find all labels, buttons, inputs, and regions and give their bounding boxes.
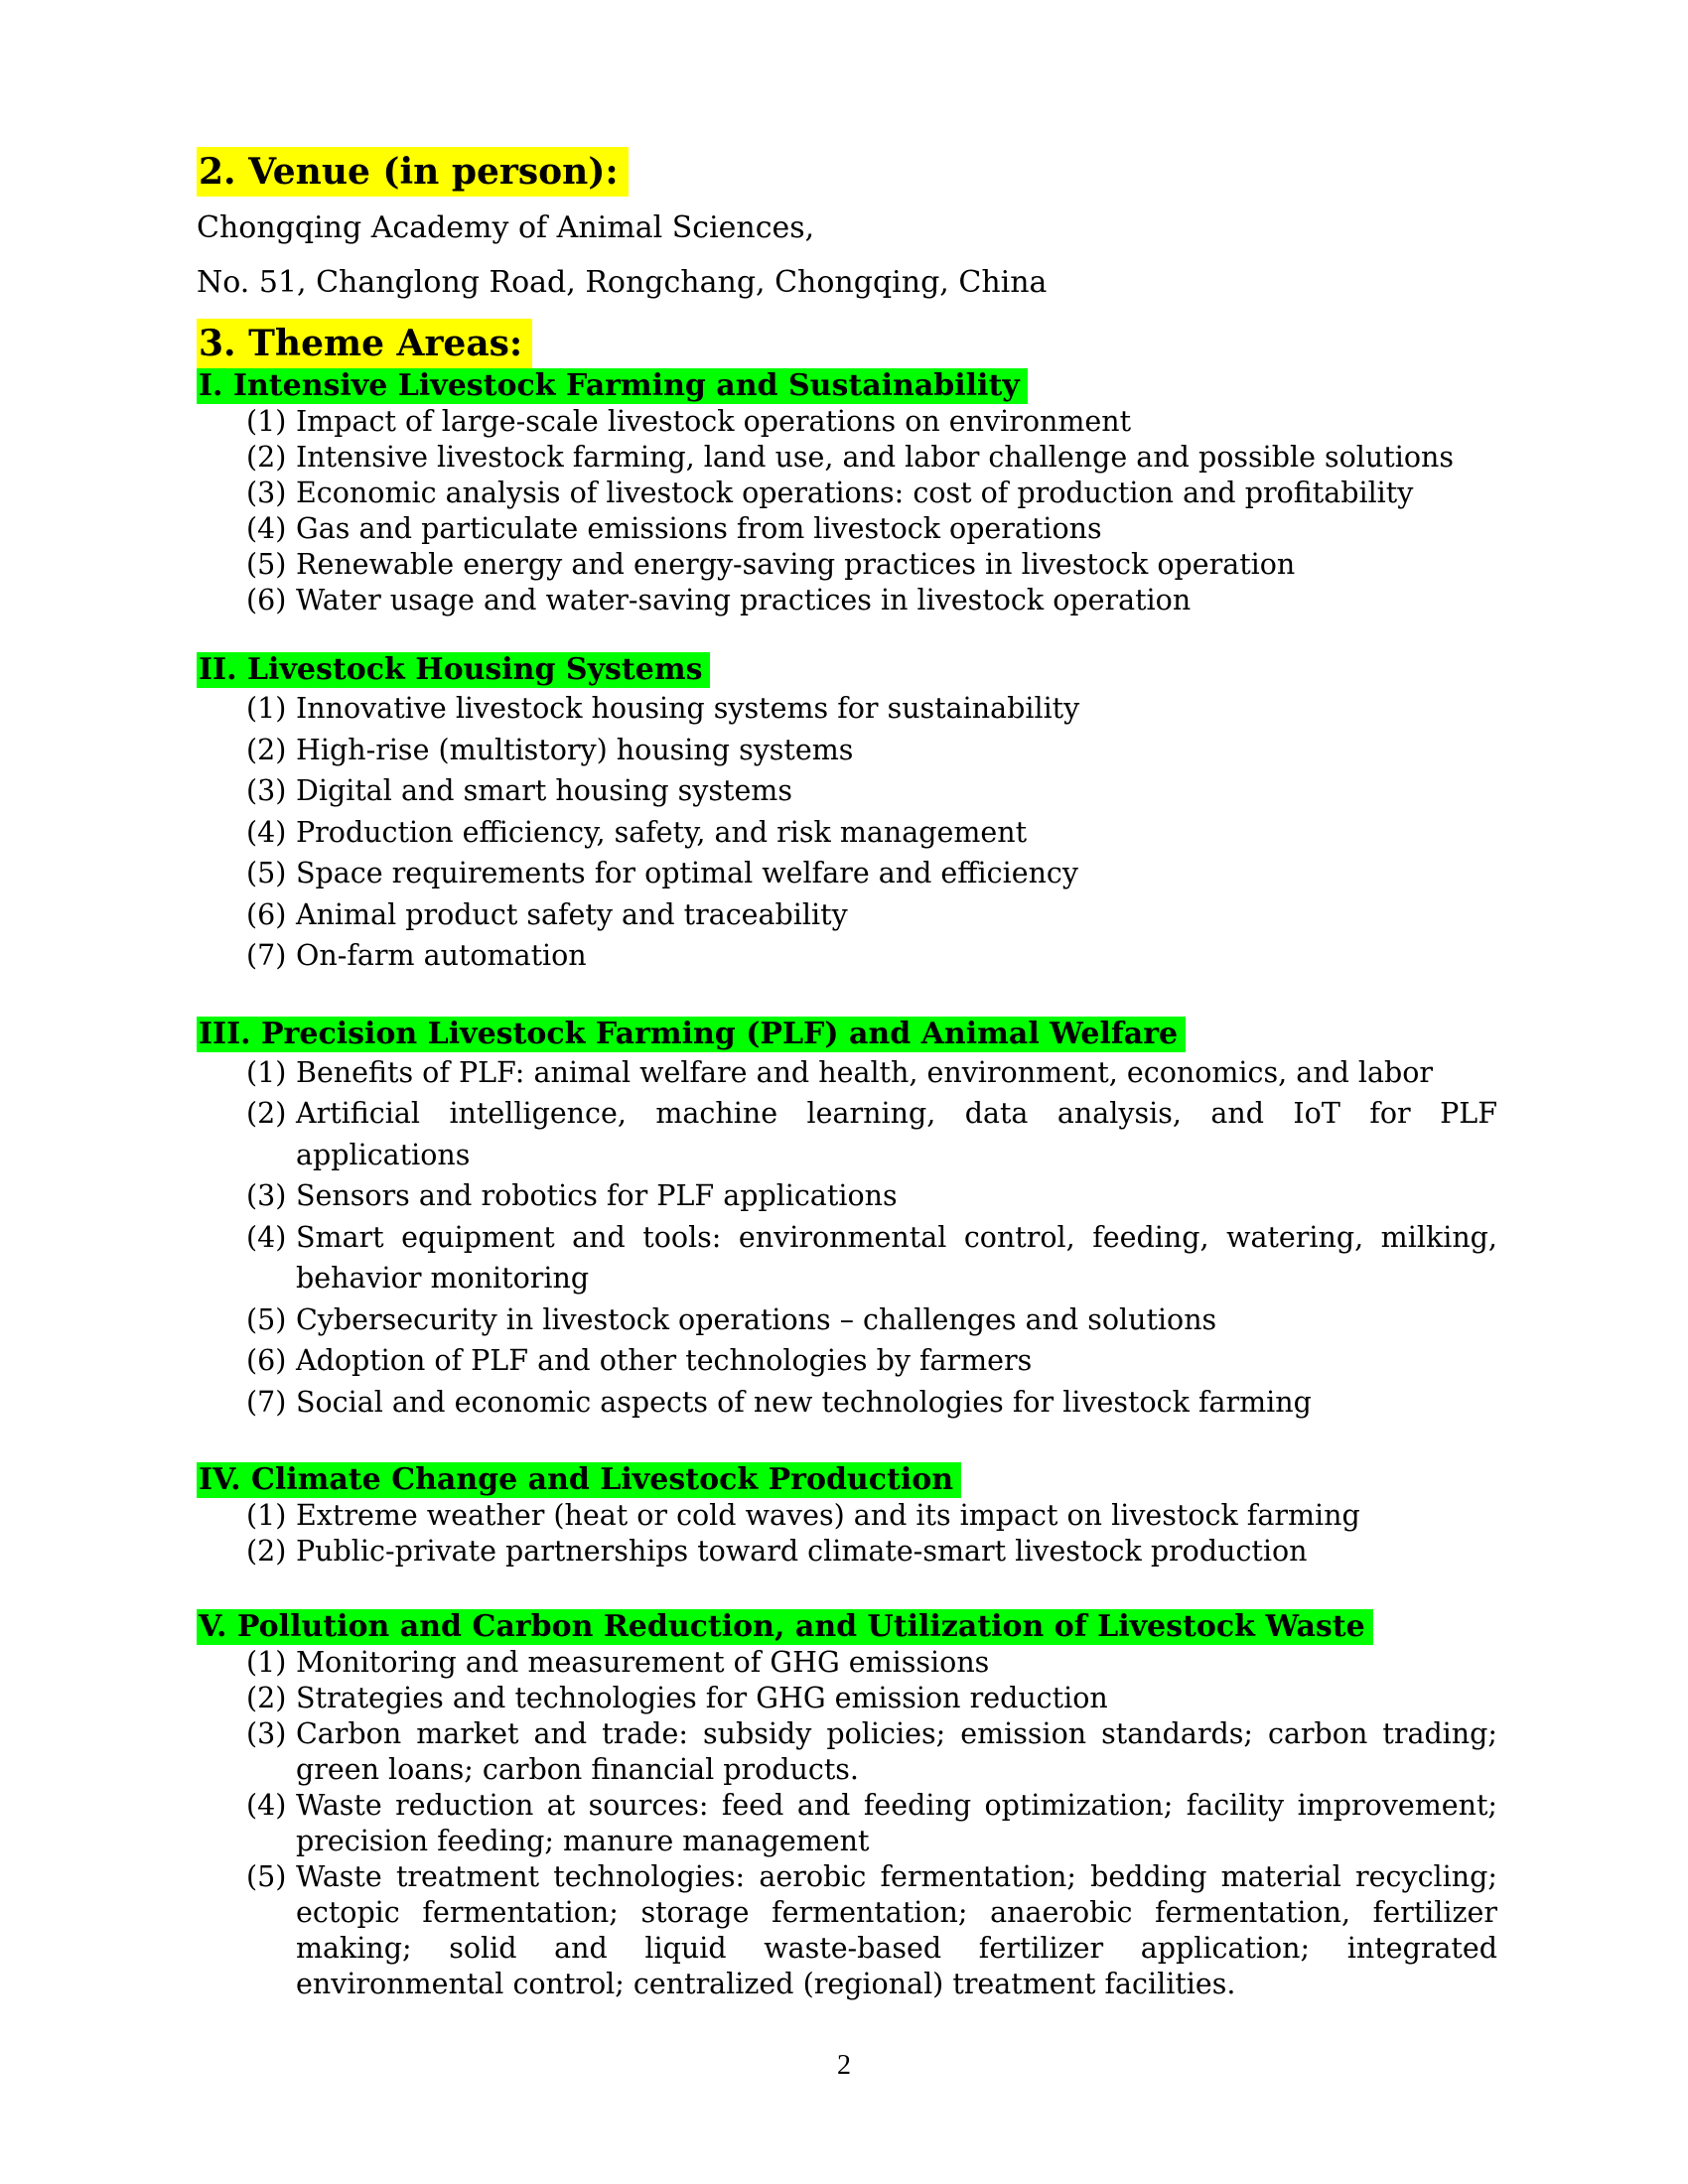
theme-title-text: III. Precision Livestock Farming (PLF) and Animal Welfare — [197, 1017, 1186, 1052]
item-number: (2) — [246, 1535, 287, 1568]
theme-item-list — [197, 404, 1497, 618]
theme-areas-heading-text: 3. Theme Areas: — [197, 319, 532, 368]
list-item — [246, 1382, 1497, 1424]
item-text: Production efficiency, safety, and risk management — [296, 815, 1028, 849]
theme-title-text: IV. Climate Change and Livestock Production — [197, 1462, 961, 1498]
item-number: (5) — [246, 1860, 287, 1893]
item-number: (1) — [246, 1499, 287, 1532]
item-number: (3) — [246, 1717, 287, 1750]
item-text: Cybersecurity in livestock operations – challenges and solutions — [296, 1302, 1217, 1336]
list-item — [246, 1340, 1497, 1382]
item-number: (6) — [246, 584, 287, 616]
theme-item-list — [197, 1645, 1497, 2002]
list-item — [246, 1498, 1497, 1534]
list-item — [246, 730, 1497, 771]
item-text: High-rise (multistory) housing systems — [296, 733, 854, 766]
item-text: Innovative livestock housing systems for sustainability — [296, 692, 1080, 725]
item-number: (1) — [246, 1055, 287, 1089]
item-number: (4) — [246, 1789, 287, 1822]
item-number: (1) — [246, 1646, 287, 1679]
item-number: (7) — [246, 1385, 287, 1419]
theme-item-list — [197, 688, 1497, 977]
theme-title — [197, 1017, 1497, 1052]
item-text: Benefits of PLF: animal welfare and health, environment, economics, and labor — [296, 1055, 1434, 1089]
theme-title — [197, 1609, 1497, 1645]
list-item — [246, 1788, 1497, 1859]
theme-title — [197, 652, 1497, 688]
theme-title-text: II. Livestock Housing Systems — [197, 652, 710, 688]
item-number: (2) — [246, 1097, 287, 1130]
theme-section-4 — [197, 1462, 1497, 1570]
list-item — [246, 1217, 1497, 1299]
item-text: Social and economic aspects of new technologies for livestock farming — [296, 1385, 1312, 1419]
list-item — [246, 1859, 1497, 2002]
theme-title — [197, 368, 1497, 404]
item-text: Space requirements for optimal welfare and efficiency — [296, 857, 1078, 889]
item-number: (5) — [246, 1302, 287, 1336]
item-number: (2) — [246, 1682, 287, 1714]
theme-item-list — [197, 1498, 1497, 1570]
list-item — [246, 1093, 1497, 1175]
list-item — [246, 440, 1497, 476]
item-text: Renewable energy and energy-saving practices in livestock operation — [296, 548, 1296, 581]
item-text: Extreme weather (heat or cold waves) and its impact on livestock farming — [296, 1499, 1360, 1532]
item-text: Intensive livestock farming, land use, and labor challenge and possible solutions — [296, 441, 1454, 474]
item-number: (4) — [246, 1220, 287, 1254]
list-item — [246, 1175, 1497, 1217]
item-text: Digital and smart housing systems — [296, 774, 792, 807]
item-text: Economic analysis of livestock operations: cost of production and profitability — [296, 477, 1414, 509]
item-number: (6) — [246, 1344, 287, 1377]
item-text: Monitoring and measurement of GHG emissions — [296, 1646, 990, 1679]
item-text: Animal product safety and traceability — [296, 897, 848, 931]
item-number: (5) — [246, 857, 287, 889]
item-number: (3) — [246, 1179, 287, 1212]
item-text: Adoption of PLF and other technologies by farmers — [296, 1344, 1033, 1377]
venue-heading — [197, 147, 1497, 197]
item-text: Waste treatment technologies: aerobic fermentation; bedding material recycling; ectopic fermentation; storage fermentation; anaerobic fermentation, fertilizer making; solid and liquid waste-based fertilizer application; integrated environmental control; centralized (regional) treatment facilities. — [296, 1860, 1497, 2000]
list-item — [246, 894, 1497, 936]
list-item — [246, 935, 1497, 977]
item-number: (3) — [246, 774, 287, 807]
item-number: (2) — [246, 441, 287, 474]
document-page — [197, 147, 1497, 2002]
theme-areas-heading — [197, 319, 1497, 368]
item-text: On-farm automation — [296, 939, 587, 972]
list-item — [246, 404, 1497, 440]
item-number: (1) — [246, 692, 287, 725]
theme-section-5 — [197, 1609, 1497, 2002]
item-text: Smart equipment and tools: environmental control, feeding, watering, milking, behavior monitoring — [296, 1220, 1497, 1295]
theme-title — [197, 1462, 1497, 1498]
list-item — [246, 1681, 1497, 1716]
theme-title-text: V. Pollution and Carbon Reduction, and Utilization of Livestock Waste — [197, 1609, 1373, 1645]
theme-section-3 — [197, 1017, 1497, 1424]
theme-item-list — [197, 1052, 1497, 1424]
list-item — [246, 1052, 1497, 1094]
list-item — [246, 770, 1497, 812]
item-number: (5) — [246, 548, 287, 581]
item-number: (4) — [246, 815, 287, 849]
list-item — [246, 1534, 1497, 1570]
item-number: (1) — [246, 405, 287, 438]
item-text: Waste reduction at sources: feed and feeding optimization; facility improvement; precision feeding; manure management — [296, 1789, 1497, 1857]
list-item — [246, 583, 1497, 618]
list-item — [246, 688, 1497, 730]
item-number: (4) — [246, 512, 287, 545]
list-item — [246, 1716, 1497, 1788]
theme-section-2 — [197, 652, 1497, 977]
venue-address-line-2: No. 51, Changlong Road, Rongchang, Chongqing, China — [197, 265, 1048, 300]
theme-title-text: I. Intensive Livestock Farming and Sustainability — [197, 368, 1028, 404]
item-text: Strategies and technologies for GHG emission reduction — [296, 1682, 1108, 1714]
list-item — [246, 853, 1497, 894]
item-text: Water usage and water-saving practices in livestock operation — [296, 584, 1192, 616]
item-text: Carbon market and trade: subsidy policies; emission standards; carbon trading; green loans; carbon financial products. — [296, 1717, 1497, 1786]
item-number: (7) — [246, 939, 287, 972]
list-item — [246, 547, 1497, 583]
list-item — [246, 511, 1497, 547]
list-item — [246, 1645, 1497, 1681]
item-number: (2) — [246, 733, 287, 766]
item-text: Sensors and robotics for PLF applications — [296, 1179, 898, 1212]
page-number: 2 — [837, 2050, 851, 2081]
list-item — [246, 812, 1497, 854]
venue-address-line-1: Chongqing Academy of Animal Sciences, — [197, 210, 815, 245]
item-text: Artificial intelligence, machine learning, data analysis, and IoT for PLF applications — [296, 1097, 1497, 1171]
theme-section-1 — [197, 368, 1497, 618]
item-text: Public-private partnerships toward climate-smart livestock production — [296, 1535, 1308, 1568]
list-item — [246, 476, 1497, 511]
item-text: Impact of large-scale livestock operations on environment — [296, 405, 1132, 438]
item-number: (3) — [246, 477, 287, 509]
list-item — [246, 1299, 1497, 1341]
item-text: Gas and particulate emissions from livestock operations — [296, 512, 1102, 545]
venue-heading-text: 2. Venue (in person): — [197, 147, 629, 197]
item-number: (6) — [246, 897, 287, 931]
